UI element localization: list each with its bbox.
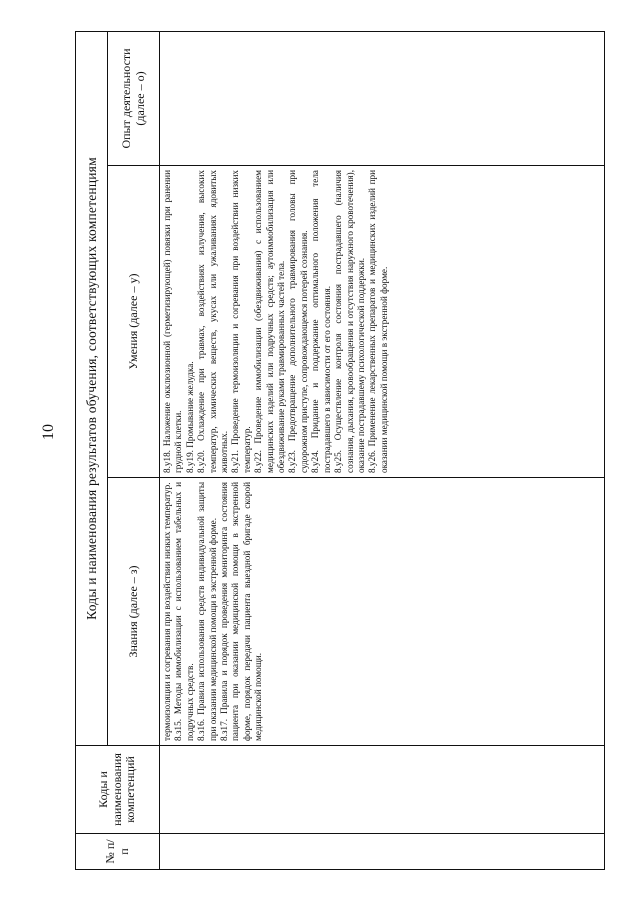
skill-item: 8.у25. Осуществление контроля состояния пострадавшего (наличия сознания, дыхания, кровообращения и отсутствия наружного кровотечения), оказание пострадавшему психологической поддержки. [333,170,366,473]
knowledge-item: 8.з16. Правила использования средств индивидуальной защиты при оказании медицинской помощи в экстренной форме. [196,482,218,741]
header-row-1 [76,31,108,869]
skill-item: 8.у23. Предотвращение дополнительного травмирования головы при судорожном приступе, сопровождающемся потерей сознания. [287,170,309,473]
knowledge-item: 8.з15. Методы иммобилизации с использованием табельных и подручных средств. [173,482,195,741]
header-row-2 [108,31,160,869]
skill-item: 8.у26. Применение лекарственных препаратов и медицинских изделий при оказании медицинской помощи в экстренной форме. [367,170,389,473]
cell-num [160,834,605,870]
competency-table-rotated [75,32,605,870]
competency-table [75,31,605,870]
skill-item: 8.у20. Охлаждение при травмах, воздействиях излучения, высоких температур, химических веществ, укусах или ужаливаниях ядовитых животных. [196,170,230,473]
header-knowledge: Знания (далее – з) [108,478,160,746]
header-results-group: Коды и наименования результатов обучения, соответствующих компетенциям [76,31,108,745]
skill-item: 8.у18. Наложение окклюзионной (герметизирующей) повязки при ранении грудной клетки. [162,170,184,473]
skill-item: 8.у21. Проведение термоизоляции и согревания при воздействии низких температур. [230,170,252,473]
header-codes: Коды и наименования компетенций [76,746,160,834]
skill-item: 8.у19. Промывание желудка. [184,361,195,473]
cell-knowledge [160,478,605,746]
cell-experience [160,31,605,165]
table-row [160,31,605,869]
knowledge-item: термоизоляции и согревания при воздействии низких температур. [162,482,172,741]
cell-codes [160,746,605,834]
cell-skills [160,166,605,478]
header-skills: Умения (далее – у) [108,166,160,478]
skill-item: 8.у22. Проведение иммобилизации (обездвиживания) с использованием медицинских изделий или подручных средств; аутоиммобилизация или обездвиживание руками травмированных частей тела. [253,170,287,473]
header-num: № п/п [76,834,160,870]
skill-item: 8.у24. Придание и поддержание оптимального положения тела пострадавшего в зависимости от его состояния. [310,170,332,473]
header-experience: Опыт деятельности (далее – о) [108,31,160,165]
knowledge-item: 8.з17. Правила и порядок проведения мониторинга состояния пациента при оказании медицинской помощи в экстренной форме, порядок передачи пациента выездной бригаде скорой медицинской помощи. [219,482,264,741]
page-number: 10 [40,424,57,440]
